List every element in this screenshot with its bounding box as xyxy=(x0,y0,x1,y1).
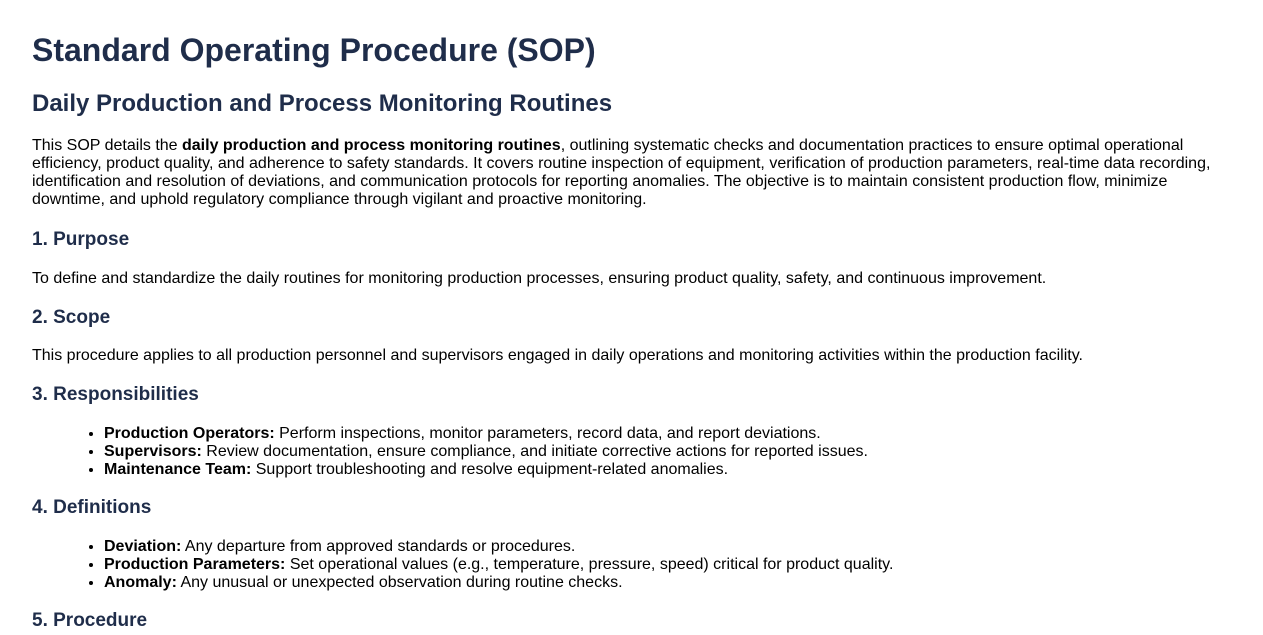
intro-bold: daily production and process monitoring routines xyxy=(182,137,561,154)
list-item xyxy=(104,556,893,574)
list-item-desc: Support troubleshooting and resolve equipment-related anomalies. xyxy=(251,461,729,478)
list-item-desc: Any departure from approved standards or procedures. xyxy=(181,538,576,555)
list-item-term: Supervisors: xyxy=(104,443,202,460)
list-item-term: Production Operators: xyxy=(104,425,275,442)
list-item-term: Anomaly: xyxy=(104,574,177,591)
list-item-desc: Set operational values (e.g., temperature, pressure, speed) critical for product quality. xyxy=(285,556,894,573)
intro-paragraph xyxy=(32,137,1222,209)
list-item-desc: Review documentation, ensure compliance, and initiate corrective actions for reported issues. xyxy=(201,443,868,460)
definitions-list xyxy=(32,538,893,592)
page-subtitle: Daily Production and Process Monitoring Routines xyxy=(32,90,613,117)
list-item xyxy=(104,461,868,479)
section-heading-responsibilities: 3. Responsibilities xyxy=(32,384,199,405)
purpose-text: To define and standardize the daily routines for monitoring production processes, ensuring product quality, safety, and continuous improvement. xyxy=(32,270,1047,287)
list-item xyxy=(104,538,893,556)
intro-suffix: , outlining systematic checks and documentation practices to ensure optimal operational efficiency, product quality, and adherence to safety standards. It covers routine inspection of equipment, verification of production parameters, real-time data recording, identification and resolution of deviations, and communication protocols for reporting anomalies. The objective is to maintain consistent production flow, minimize downtime, and uphold regulatory compliance through vigilant and proactive monitoring. xyxy=(32,137,1211,208)
list-item-desc: Perform inspections, monitor parameters, record data, and report deviations. xyxy=(274,425,821,442)
list-item xyxy=(104,574,893,592)
list-item xyxy=(104,443,868,461)
intro-prefix: This SOP details the xyxy=(32,137,182,154)
section-heading-scope: 2. Scope xyxy=(32,307,111,328)
responsibilities-list xyxy=(32,425,868,479)
section-heading-definitions: 4. Definitions xyxy=(32,497,152,518)
section-heading-purpose: 1. Purpose xyxy=(32,229,130,250)
list-item-term: Deviation: xyxy=(104,538,182,555)
list-item-term: Maintenance Team: xyxy=(104,461,252,478)
list-item-term: Production Parameters: xyxy=(104,556,286,573)
list-item-desc: Any unusual or unexpected observation during routine checks. xyxy=(176,574,623,591)
page-title: Standard Operating Procedure (SOP) xyxy=(32,32,596,68)
section-heading-procedure: 5. Procedure xyxy=(32,610,148,631)
scope-text: This procedure applies to all production personnel and supervisors engaged in daily operations and monitoring activities within the production facility. xyxy=(32,347,1083,364)
list-item xyxy=(104,425,868,443)
